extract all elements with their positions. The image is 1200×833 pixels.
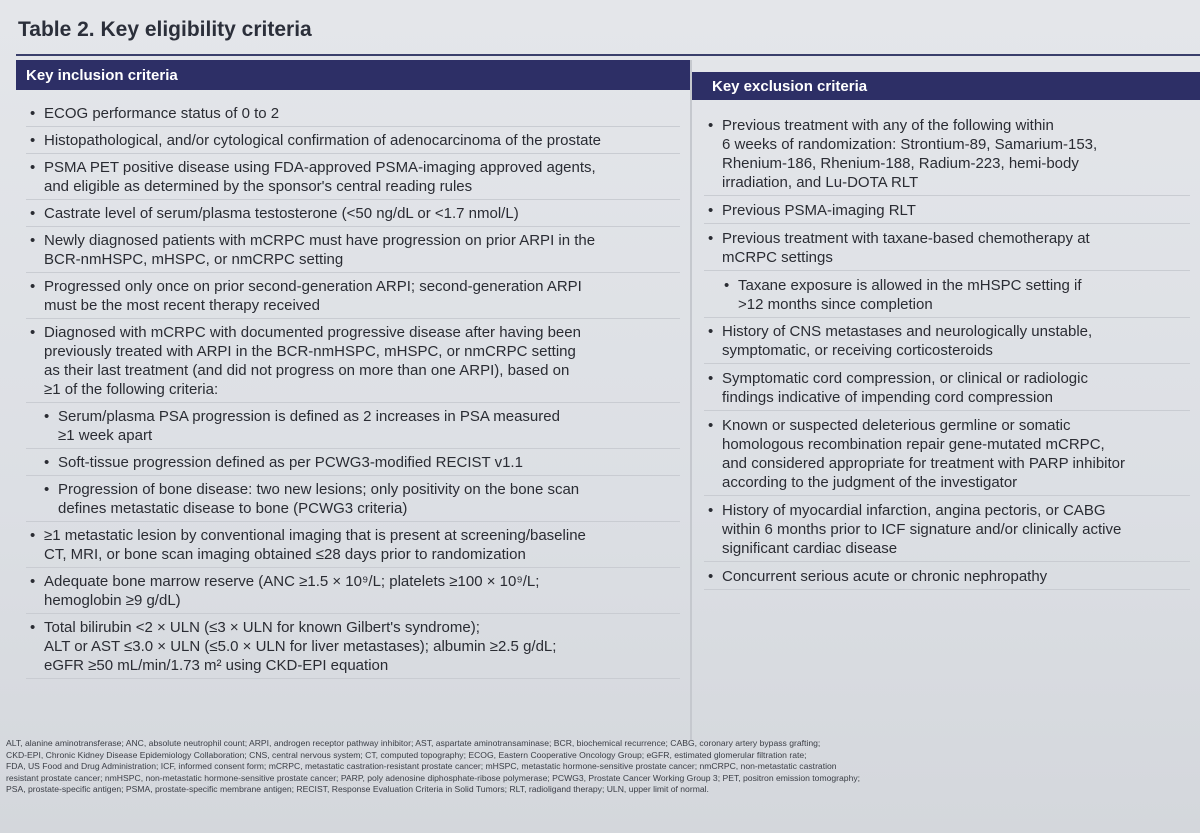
bullet-icon: •	[708, 417, 714, 434]
criteria-text-line: Progressed only once on prior second-generation ARPI; second-generation ARPI	[44, 278, 582, 295]
criteria-text-line: Previous PSMA-imaging RLT	[722, 202, 916, 219]
criteria-text-line: irradiation, and Lu-DOTA RLT	[722, 174, 919, 191]
bullet-icon: •	[30, 205, 36, 222]
criteria-item	[704, 567, 1190, 590]
bullet-icon: •	[44, 481, 50, 498]
criteria-item	[704, 416, 1190, 496]
bullet-icon: •	[30, 527, 36, 544]
criteria-text-line: Concurrent serious acute or chronic nephropathy	[722, 568, 1048, 585]
criteria-text-line: History of CNS metastases and neurologically unstable,	[722, 323, 1093, 340]
bullet-icon: •	[708, 323, 714, 340]
bullet-icon: •	[30, 573, 36, 590]
criteria-item	[26, 323, 680, 403]
criteria-text-line: Histopathological, and/or cytological confirmation of adenocarcinoma of the prostate	[44, 132, 601, 149]
exclusion-header: Key exclusion criteria	[692, 72, 1200, 100]
criteria-item	[26, 277, 680, 319]
criteria-text-line: according to the judgment of the investigator	[722, 474, 1018, 491]
criteria-text-line: as their last treatment (and did not progress on more than one ARPI), based on	[44, 362, 570, 379]
criteria-text-line: ≥1 metastatic lesion by conventional imaging that is present at screening/baseline	[44, 527, 586, 544]
footnote-line: resistant prostate cancer; nmHSPC, non-metastatic hormone-sensitive prostate cancer; PARP, poly adenosine diphosphate-ribose polymerase; PCWG3, Prostate Cancer Working Group 3; PET, positron emission tomography;	[6, 772, 861, 783]
criteria-text-line: Taxane exposure is allowed in the mHSPC setting if	[738, 277, 1082, 294]
criteria-text-line: findings indicative of impending cord compression	[722, 389, 1054, 406]
criteria-text-line: Serum/plasma PSA progression is defined as 2 increases in PSA measured	[58, 408, 560, 425]
exclusion-list	[692, 100, 1200, 590]
bullet-icon: •	[724, 277, 730, 294]
criteria-item	[26, 526, 680, 568]
bullet-icon: •	[30, 324, 36, 341]
criteria-item	[704, 369, 1190, 411]
criteria-text-line: Soft-tissue progression defined as per PCWG3-modified RECIST v1.1	[58, 454, 523, 471]
footnote-line: CKD-EPI, Chronic Kidney Disease Epidemiology Collaboration; CNS, central nervous system; CT, computed topography; ECOG, Eastern Cooperative Oncology Group; eGFR, estimated glomerular filtration rate;	[6, 749, 807, 760]
criteria-text-line: defines metastatic disease to bone (PCWG3 criteria)	[58, 500, 408, 517]
criteria-text-line: History of myocardial infarction, angina pectoris, or CABG	[722, 502, 1106, 519]
criteria-item	[26, 618, 680, 679]
criteria-item	[26, 204, 680, 227]
table-title: Table 2. Key eligibility criteria	[18, 18, 312, 41]
criteria-text-line: within 6 months prior to ICF signature and/or clinically active	[722, 521, 1122, 538]
criteria-text-line: Previous treatment with taxane-based chemotherapy at	[722, 230, 1090, 247]
criteria-item	[704, 229, 1190, 271]
criteria-item	[704, 116, 1190, 196]
bullet-icon: •	[30, 619, 36, 636]
criteria-item	[704, 201, 1190, 224]
criteria-text-line: ≥1 week apart	[58, 427, 153, 444]
criteria-text-line: symptomatic, or receiving corticosteroids	[722, 342, 993, 359]
criteria-text-line: mCRPC settings	[722, 249, 833, 266]
criteria-text-line: ALT or AST ≤3.0 × ULN (≤5.0 × ULN for liver metastases); albumin ≥2.5 g/dL;	[44, 638, 557, 655]
inclusion-column	[16, 60, 692, 740]
criteria-text-line: Rhenium-186, Rhenium-188, Radium-223, hemi-body	[722, 155, 1079, 172]
criteria-sub-item	[26, 480, 680, 522]
criteria-item	[704, 322, 1190, 364]
criteria-text-line: >12 months since completion	[738, 296, 933, 313]
criteria-text-line: homologous recombination repair gene-mutated mCRPC,	[722, 436, 1105, 453]
criteria-text-line: 6 weeks of randomization: Strontium-89, Samarium-153,	[722, 136, 1098, 153]
bullet-icon: •	[30, 132, 36, 149]
title-rule	[16, 54, 1200, 56]
criteria-item	[26, 572, 680, 614]
bullet-icon: •	[44, 454, 50, 471]
criteria-text-line: Newly diagnosed patients with mCRPC must have progression on prior ARPI in the	[44, 232, 596, 249]
criteria-text-line: previously treated with ARPI in the BCR-nmHSPC, mHSPC, or nmCRPC setting	[44, 343, 576, 360]
criteria-item	[704, 501, 1190, 562]
criteria-text-line: BCR-nmHSPC, mHSPC, or nmCRPC setting	[44, 251, 344, 268]
footnote-line: FDA, US Food and Drug Administration; ICF, informed consent form; mCRPC, metastatic castration-resistant prostate cancer; mHSPC, metastatic hormone-sensitive prostate cancer; nmCRPC, non-metastatic castration	[6, 761, 837, 772]
criteria-text-line: Progression of bone disease: two new lesions; only positivity on the bone scan	[58, 481, 580, 498]
bullet-icon: •	[708, 202, 714, 219]
criteria-text-line: and eligible as determined by the sponsor's central reading rules	[44, 178, 473, 195]
bullet-icon: •	[30, 278, 36, 295]
bullet-icon: •	[708, 568, 714, 585]
exclusion-column	[692, 60, 1200, 740]
criteria-text-line: Symptomatic cord compression, or clinical or radiologic	[722, 370, 1088, 387]
criteria-text-line: eGFR ≥50 mL/min/1.73 m² using CKD-EPI equation	[44, 657, 389, 674]
criteria-sub-item	[704, 276, 1190, 318]
criteria-text-line: PSMA PET positive disease using FDA-approved PSMA-imaging approved agents,	[44, 159, 596, 176]
criteria-text-line: significant cardiac disease	[722, 540, 898, 557]
criteria-text-line: Total bilirubin <2 × ULN (≤3 × ULN for known Gilbert's syndrome);	[44, 619, 480, 636]
bullet-icon: •	[708, 370, 714, 387]
criteria-text-line: Known or suspected deleterious germline or somatic	[722, 417, 1071, 434]
abbreviations-footnote	[6, 738, 1126, 796]
bullet-icon: •	[708, 117, 714, 134]
criteria-text-line: Previous treatment with any of the following within	[722, 117, 1054, 134]
criteria-sub-item	[26, 407, 680, 449]
inclusion-header: Key inclusion criteria	[16, 60, 690, 90]
bullet-icon: •	[30, 159, 36, 176]
criteria-text-line: and considered appropriate for treatment with PARP inhibitor	[722, 455, 1126, 472]
criteria-text-line: Adequate bone marrow reserve (ANC ≥1.5 × 10⁹/L; platelets ≥100 × 10⁹/L;	[44, 573, 540, 590]
bullet-icon: •	[30, 232, 36, 249]
criteria-item	[26, 131, 680, 154]
criteria-text-line: Diagnosed with mCRPC with documented progressive disease after having been	[44, 324, 581, 341]
inclusion-list	[16, 90, 690, 679]
criteria-text-line: ECOG performance status of 0 to 2	[44, 105, 280, 122]
bullet-icon: •	[30, 105, 36, 122]
eligibility-table	[16, 60, 1200, 740]
footnote-line: ALT, alanine aminotransferase; ANC, absolute neutrophil count; ARPI, androgen receptor pathway inhibitor; AST, aspartate aminotransaminase; BCR, biochemical recurrence; CABG, coronary artery bypass grafting;	[6, 738, 821, 748]
footnote-line: PSA, prostate-specific antigen; PSMA, prostate-specific membrane antigen; RECIST, Response Evaluation Criteria in Solid Tumors; RLT, radioligand therapy; ULN, upper limit of normal.	[6, 784, 709, 795]
bullet-icon: •	[44, 408, 50, 425]
bullet-icon: •	[708, 230, 714, 247]
criteria-item	[26, 104, 680, 127]
criteria-sub-item	[26, 453, 680, 476]
criteria-item	[26, 158, 680, 200]
criteria-text-line: CT, MRI, or bone scan imaging obtained ≤28 days prior to randomization	[44, 546, 526, 563]
criteria-text-line: ≥1 of the following criteria:	[44, 381, 219, 398]
criteria-text-line: Castrate level of serum/plasma testosterone (<50 ng/dL or <1.7 nmol/L)	[44, 205, 519, 222]
bullet-icon: •	[708, 502, 714, 519]
criteria-item	[26, 231, 680, 273]
criteria-text-line: hemoglobin ≥9 g/dL)	[44, 592, 181, 609]
criteria-text-line: must be the most recent therapy received	[44, 297, 320, 314]
